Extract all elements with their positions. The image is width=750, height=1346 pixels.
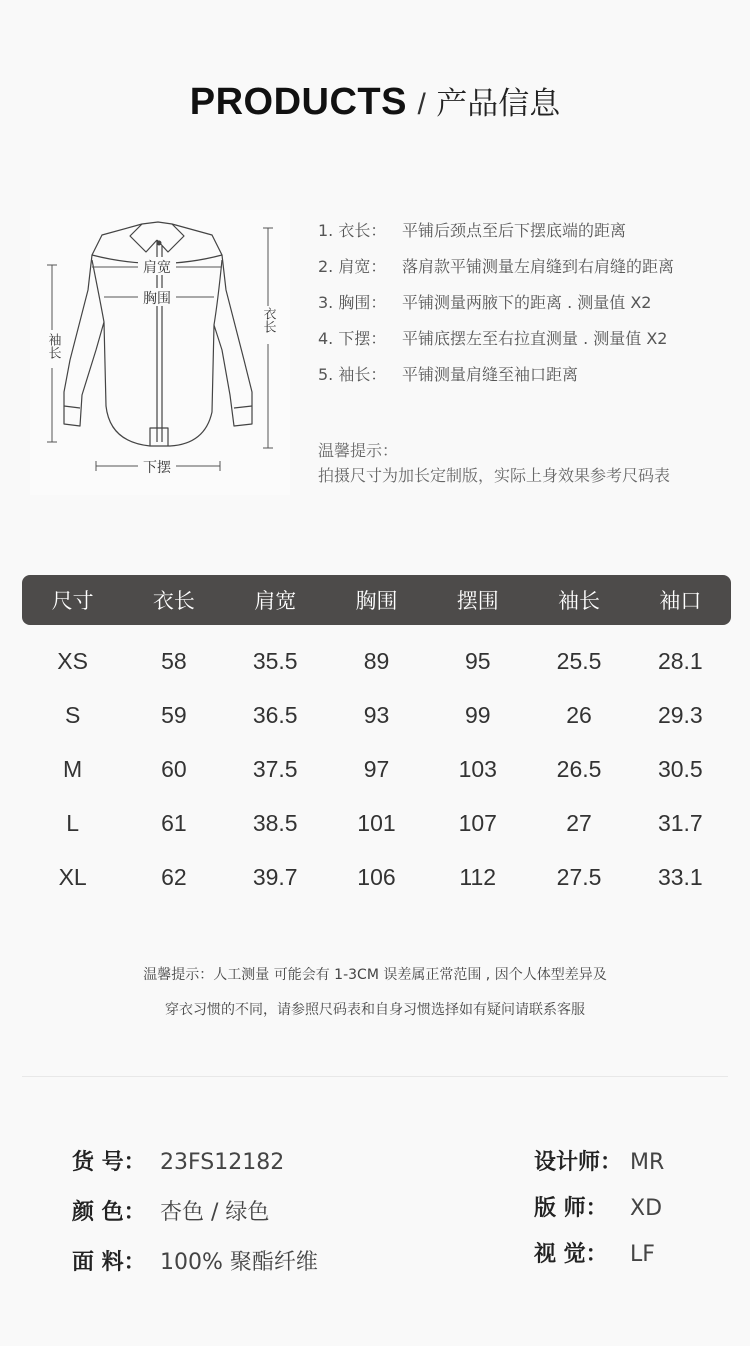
label-hem: 下摆	[143, 460, 171, 476]
title-separator: /	[417, 88, 426, 121]
size-table	[22, 575, 731, 904]
table-cell: 26	[566, 701, 592, 728]
info-key: 货 号：	[72, 1150, 146, 1175]
table-row	[22, 634, 731, 688]
size-table-header	[22, 575, 731, 625]
table-row	[22, 796, 731, 850]
note-label: 5. 袖长：	[318, 365, 387, 384]
info-row	[72, 1145, 318, 1195]
header-cell: 胸围	[355, 589, 398, 613]
shirt-measurement-diagram	[30, 210, 290, 495]
label-sleeve: 袖长	[45, 333, 61, 359]
note-item	[318, 254, 738, 290]
info-value: 23FS12182	[160, 1150, 285, 1175]
table-cell: 103	[458, 755, 497, 782]
table-cell: 89	[363, 647, 390, 674]
table-cell: 36.5	[252, 701, 298, 728]
measurement-disclaimer	[0, 958, 750, 1028]
header-cell: 摆围	[456, 589, 499, 613]
table-cell: 99	[464, 701, 491, 728]
note-label: 4. 下摆：	[318, 329, 387, 348]
table-cell: 59	[161, 701, 187, 728]
info-row	[534, 1237, 664, 1283]
info-key: 面 料：	[72, 1250, 146, 1275]
info-key: 视 觉：	[534, 1242, 608, 1267]
info-value: 100% 聚酯纤维	[160, 1250, 318, 1275]
tips-title: 温馨提示：	[318, 441, 399, 460]
measurement-notes	[318, 218, 738, 398]
table-cell: 35.5	[252, 647, 298, 674]
table-row	[22, 850, 731, 904]
table-cell: 60	[161, 755, 187, 782]
section-divider	[22, 1076, 728, 1077]
note-item	[318, 362, 738, 398]
table-cell: M	[63, 755, 83, 782]
note-text: 平铺底摆左至右拉直测量 . 测量值 X2	[402, 329, 668, 348]
header-cell: 尺寸	[51, 589, 94, 613]
info-value: MR	[630, 1150, 665, 1175]
table-row	[22, 742, 731, 796]
table-cell: 38.5	[252, 809, 298, 836]
header-cell: 肩宽	[254, 589, 297, 613]
disclaimer-line: 穿衣习惯的不同，请参照尺码表和自身习惯选择如有疑问请联系客服	[165, 1002, 585, 1018]
info-value: LF	[630, 1242, 655, 1267]
table-row	[22, 688, 731, 742]
table-cell: 95	[464, 647, 491, 674]
table-cell: XS	[57, 647, 88, 674]
table-cell: 31.7	[657, 809, 703, 836]
table-cell: 61	[161, 809, 187, 836]
table-cell: 27.5	[556, 863, 602, 890]
table-cell: S	[64, 701, 81, 728]
note-label: 3. 胸围：	[318, 293, 387, 312]
note-text: 落肩款平铺测量左肩缝到右肩缝的距离	[402, 257, 675, 276]
note-item	[318, 326, 738, 362]
table-cell: 97	[363, 755, 390, 782]
table-cell: 27	[566, 809, 592, 836]
table-cell: XL	[58, 863, 87, 890]
info-key: 设计师：	[534, 1150, 623, 1175]
info-value: XD	[630, 1196, 663, 1221]
note-item	[318, 218, 738, 254]
info-value: 杏色 / 绿色	[160, 1200, 270, 1225]
table-cell: 28.1	[657, 647, 703, 674]
note-label: 2. 肩宽：	[318, 257, 387, 276]
info-key: 颜 色：	[72, 1200, 146, 1225]
note-label: 1. 衣长：	[318, 221, 387, 240]
note-text: 平铺测量两腋下的距离 . 测量值 X2	[402, 293, 652, 312]
table-cell: 107	[458, 809, 497, 836]
disclaimer-line: 温馨提示：人工测量 可能会有 1-3CM 误差属正常范围 , 因个人体型差异及	[143, 967, 607, 983]
table-cell: 25.5	[556, 647, 602, 674]
tips-text: 拍摄尺寸为加长定制版，实际上身效果参考尺码表	[318, 466, 671, 485]
note-text: 平铺测量肩缝至袖口距离	[402, 365, 579, 384]
table-cell: 37.5	[252, 755, 298, 782]
size-table-body	[22, 634, 731, 904]
table-cell: 101	[357, 809, 396, 836]
label-length: 衣长	[260, 307, 276, 333]
table-cell: 106	[357, 863, 396, 890]
shirt-illustration	[30, 210, 290, 495]
table-cell: 29.3	[657, 701, 703, 728]
table-cell: L	[66, 809, 80, 836]
header-cell: 袖长	[558, 589, 601, 613]
info-row	[534, 1145, 664, 1191]
header-cell: 衣长	[152, 589, 195, 613]
product-info-right	[534, 1145, 664, 1283]
title-english: PRODUCTS	[189, 81, 407, 123]
table-cell: 26.5	[556, 755, 602, 782]
table-cell: 33.1	[657, 863, 703, 890]
title-chinese: 产品信息	[436, 86, 561, 122]
table-cell: 39.7	[252, 863, 298, 890]
info-row	[72, 1245, 318, 1295]
product-info-left	[72, 1145, 318, 1295]
label-chest: 胸围	[143, 291, 171, 307]
table-cell: 30.5	[657, 755, 703, 782]
table-cell: 62	[161, 863, 187, 890]
table-cell: 58	[161, 647, 187, 674]
page-title	[0, 78, 750, 124]
table-cell: 112	[459, 863, 497, 890]
label-shoulder: 肩宽	[143, 260, 171, 276]
table-cell: 93	[363, 701, 390, 728]
info-row	[534, 1191, 664, 1237]
info-key: 版 师：	[534, 1196, 608, 1221]
tips-block	[318, 438, 670, 488]
note-text: 平铺后颈点至后下摆底端的距离	[402, 221, 627, 240]
note-item	[318, 290, 738, 326]
header-cell: 袖口	[659, 589, 702, 613]
info-row	[72, 1195, 318, 1245]
